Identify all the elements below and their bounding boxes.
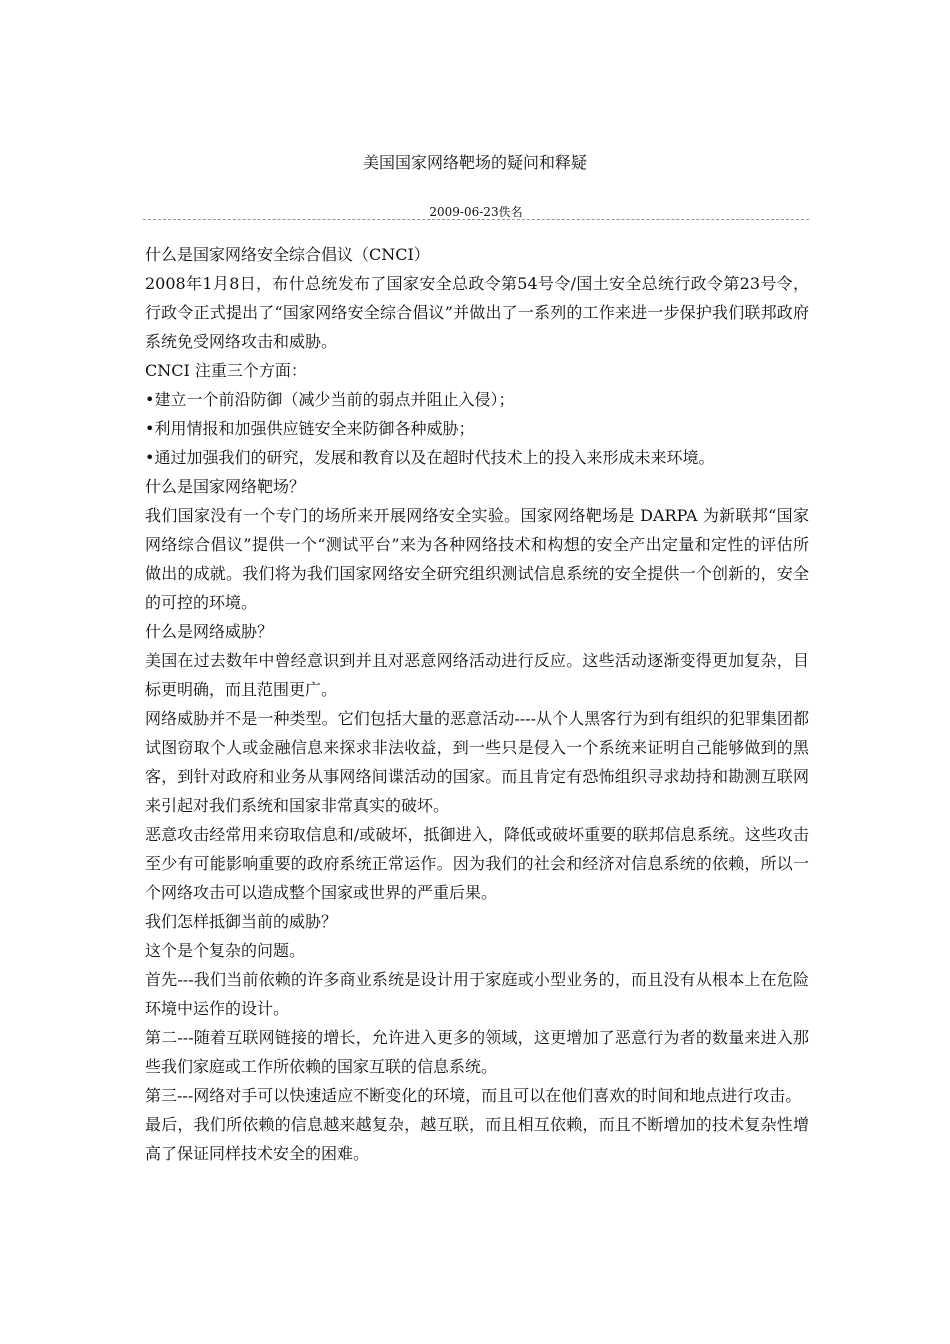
article-body (145, 240, 809, 1168)
heading-cyber-threat: 什么是网络威胁？ (145, 622, 274, 641)
paragraph: 网络威胁并不是一种类型。它们包括大量的恶意活动----从个人黑客行为到有组织的犯罪集团都试图窃取个人或金融信息来探求非法收益，到一些只是侵入一个系统来证明自己能够做到的黑客，到针对政府和业务从事网络间谍活动的国家。而且肯定有恐怖组织寻求劫持和勘测互联网来引起对我们系统和国家非常真实的破坏。 (145, 709, 809, 815)
heading-cyber-range: 什么是国家网络靶场？ (145, 477, 306, 496)
paragraph: 恶意攻击经常用来窃取信息和/或破坏，抵御进入，降低或破坏重要的联邦信息系统。这些攻击至少有可能影响重要的政府系统正常运作。因为我们的社会和经济对信息系统的依赖，所以一个网络攻击可以造成整个国家或世界的严重后果。 (145, 825, 809, 902)
paragraph: 第三---网络对手可以快速适应不断变化的环境，而且可以在他们喜欢的时间和地点进行攻击。 (145, 1086, 802, 1105)
paragraph: CNCI 注重三个方面： (145, 361, 307, 380)
paragraph: 我们国家没有一个专门的场所来开展网络安全实验。国家网络靶场是 DARPA 为新联邦“国家网络综合倡议”提供一个“测试平台”来为各种网络技术和构想的安全产出定量和定性的评估所做出的成就。我们将为我们国家网络安全研究组织测试信息系统的安全提供一个创新的，安全的可控的环境。 (145, 506, 809, 612)
dashed-divider (143, 219, 809, 220)
bullet-item: •建立一个前沿防御（减少当前的弱点并阻止入侵）； (145, 390, 515, 409)
paragraph: 最后，我们所依赖的信息越来越复杂，越互联，而且相互依赖，而且不断增加的技术复杂性增高了保证同样技术安全的困难。 (145, 1115, 809, 1163)
paragraph: 美国在过去数年中曾经意识到并且对恶意网络活动进行反应。这些活动逐渐变得更加复杂，目标更明确，而且范围更广。 (145, 651, 809, 699)
heading-defense: 我们怎样抵御当前的威胁？ (145, 912, 338, 931)
paragraph: 2008年1月8日，布什总统发布了国家安全总政令第54号令/国土安全总统行政令第23号令，行政令正式提出了“国家网络安全综合倡议”并做出了一系列的工作来进一步保护我们联邦政府系统免受网络攻击和威胁。 (145, 274, 809, 351)
heading-cnci: 什么是国家网络安全综合倡议（CNCI） (145, 245, 430, 264)
bullet-item: •利用情报和加强供应链安全来防御各种威胁； (145, 419, 475, 438)
paragraph: 首先---我们当前依赖的许多商业系统是设计用于家庭或小型业务的，而且没有从根本上在危险环境中运作的设计。 (145, 970, 809, 1018)
date-author-line: 2009-06-23佚名 (429, 205, 523, 219)
page-title: 美国国家网络靶场的疑问和释疑 (362, 153, 587, 172)
paragraph: 第二---随着互联网链接的增长，允许进入更多的领域，这更增加了恶意行为者的数量来进入那些我们家庭或工作所依赖的国家互联的信息系统。 (145, 1028, 809, 1076)
paragraph: 这个是个复杂的问题。 (145, 941, 306, 960)
bullet-item: •通过加强我们的研究，发展和教育以及在超时代技术上的投入来形成未来环境。 (145, 448, 715, 467)
